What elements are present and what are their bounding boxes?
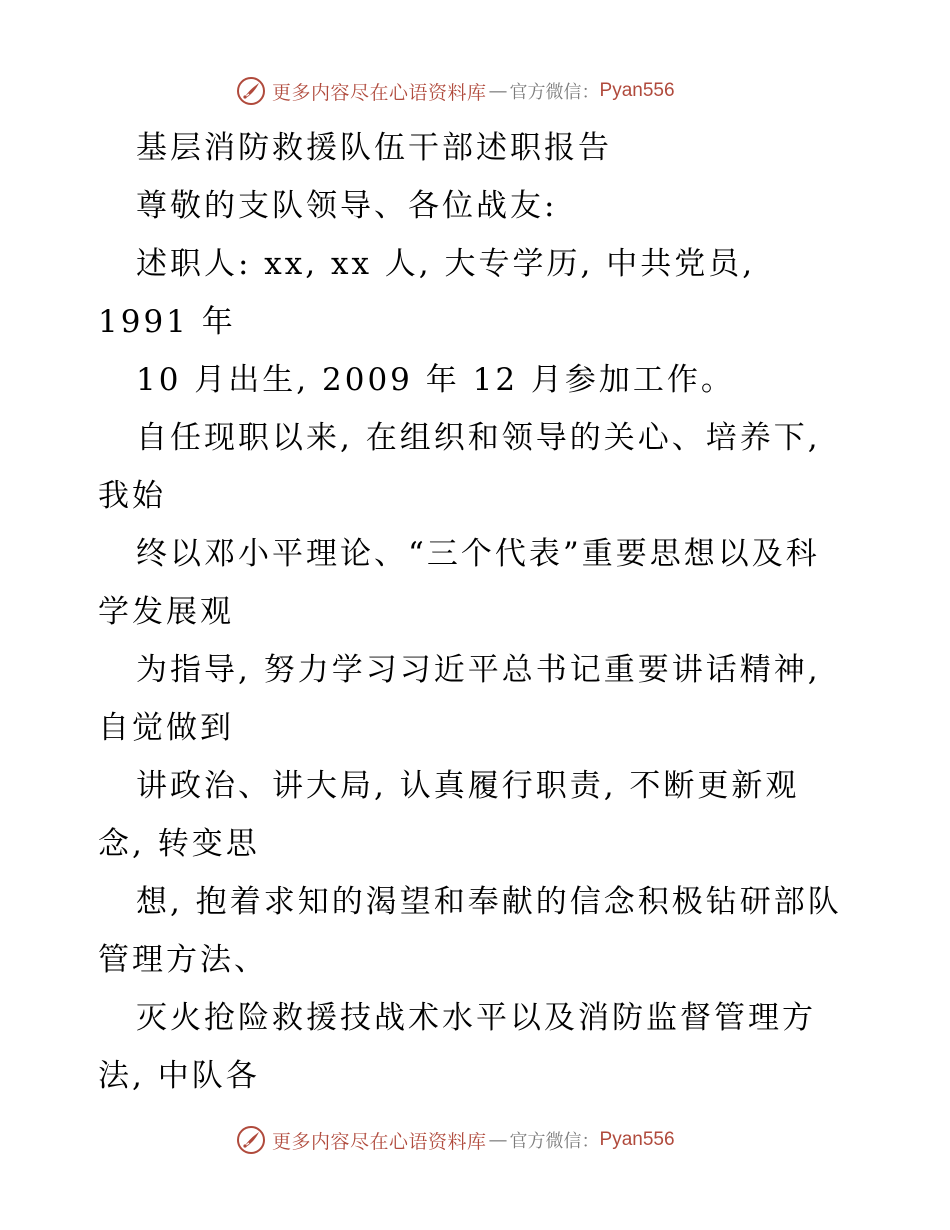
body-line: 我始 [98,478,166,514]
banner-dash: — [488,1129,508,1151]
banner-wechat-id: Pyan556 [599,1129,675,1150]
body-line: 学发展观 [98,594,234,630]
banner-wechat-label: 官方微信： [509,82,600,103]
banner-wechat-id: Pyan556 [599,80,675,101]
body-line: 讲政治、讲大局, 认真履行职责, 不断更新观 [136,768,800,804]
quill-logo-icon [236,1125,266,1155]
body-line: 灭火抢险救援技战术水平以及消防监督管理方 [136,1000,816,1036]
banner-main-text: 更多内容尽在心语资料库 [272,81,487,104]
header-banner [236,74,675,108]
body-line: 自任现职以来, 在组织和领导的关心、培养下, [136,420,821,456]
body-line: 为指导, 努力学习习近平总书记重要讲话精神, [136,652,821,688]
report-body [98,119,858,1105]
footer-banner [236,1123,675,1157]
banner-main-text: 更多内容尽在心语资料库 [272,1130,487,1153]
salutation: 尊敬的支队领导、各位战友: [136,188,558,224]
body-line: 10 月出生, 2009 年 12 月参加工作。 [136,362,735,398]
body-line: 法, 中队各 [98,1058,260,1094]
body-line: 终以邓小平理论、“三个代表”重要思想以及科 [136,536,820,572]
banner-wechat-label: 官方微信： [509,1131,600,1152]
body-line: 述职人: xx, xx 人, 大专学历, 中共党员, [136,246,756,282]
body-line: 管理方法、 [98,942,268,978]
document-title: 基层消防救援队伍干部述职报告 [136,130,612,166]
banner-dash: — [488,80,508,102]
body-line: 自觉做到 [98,710,234,746]
body-line: 想, 抱着求知的渴望和奉献的信念积极钻研部队 [136,884,842,920]
body-line: 1991 年 [98,304,236,340]
body-line: 念, 转变思 [98,826,260,862]
quill-logo-icon [236,76,266,106]
